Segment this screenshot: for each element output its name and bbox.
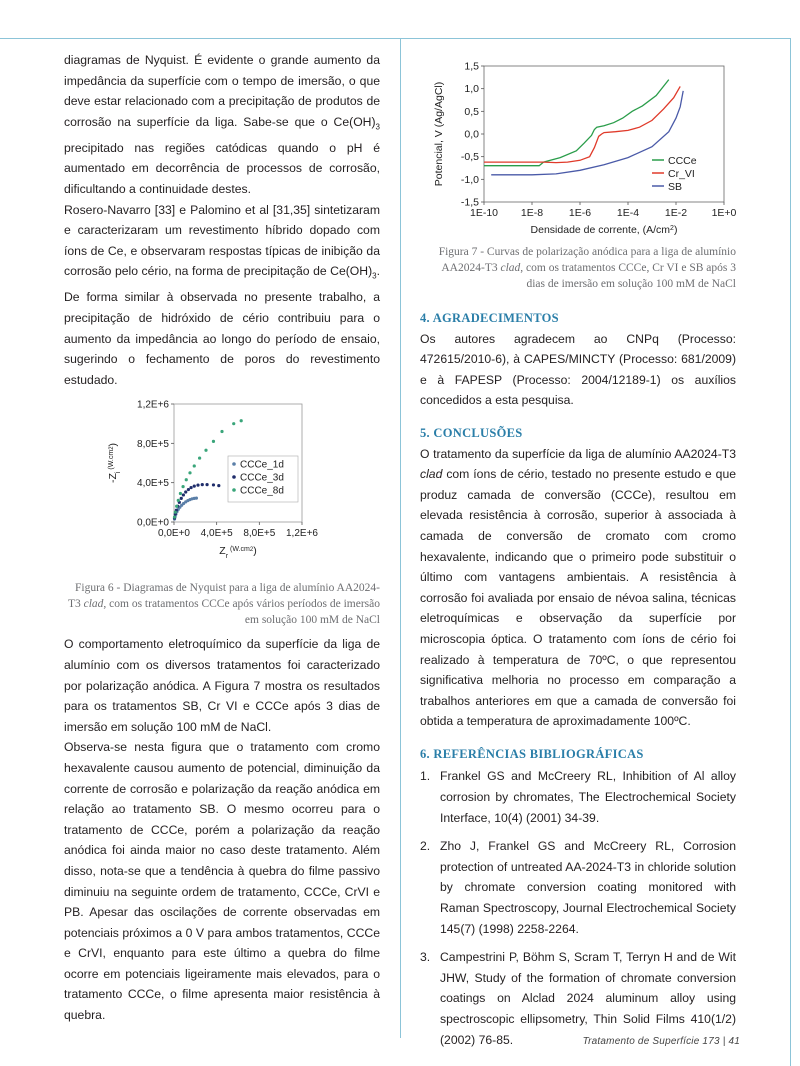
- data-point-ccce-8d: [232, 422, 235, 425]
- data-point-ccce-3d: [189, 486, 192, 489]
- y-tick-label: -1,0: [460, 173, 479, 186]
- y-axis-label: Potencial, V (Ag/AgCl): [433, 81, 445, 187]
- legend-label: SB: [668, 181, 683, 193]
- nyquist-chart: [64, 392, 380, 580]
- paragraph-1: diagramas de Nyquist. É evidente o grande aumento da impedância da superfície com o tempo de imersão, o que deve estar relacionado com a precipitação de produtos de corrosão na superfície da liga. Sabe-se que o $Ce(OH)_3$ precipitado nas regiões catódicas quando o pH é aumentado em decorrência de processos de corrosão, dificultando a continuidade destes.: [64, 53, 380, 196]
- y-tick-label: 1,5: [464, 60, 479, 73]
- y-tick-label: 0,0E+0: [137, 517, 169, 529]
- reference-item: 2. Zho J, Frankel GS and McCreery RL, Corrosion protection of untreated AA-2024-T3 in chloride solution by chromate conversion coating monitored with Raman Spectroscopy, Journal Electrochemical Society 145(7) (1998) 2258-2264.: [420, 839, 736, 936]
- x-axis-label: $Z_r$ $^{(W.cm2}$): [219, 545, 257, 560]
- page-footer: Tratamento de Superfície 173 | 41: [582, 1036, 740, 1047]
- y-axis-label: $-Z_i$ $^{(W.cm2}$): [107, 443, 122, 484]
- figure-6-caption: Figura 6 - Diagramas de Nyquist para a liga de alumínio AA2024-T3 clad, com os tratamentos CCCe após vários períodos de imersão em solução 100 mM de NaCl: [67, 582, 380, 627]
- x-tick-label: 1E-4: [616, 207, 640, 219]
- data-point-ccce-8d: [220, 430, 223, 433]
- x-tick-label: 4,0E+5: [200, 528, 233, 540]
- series-line-ccce: [484, 80, 669, 166]
- y-tick-label: 0,5: [464, 105, 479, 118]
- figure-7-caption: Figura 7 - Curvas de polarização anódica para a liga de alumínio AA2024-T3 clad, com os tratamentos CCCe, Cr VI e SB após 3 dias de imersão em solução 100 mM de NaCl: [438, 246, 736, 290]
- data-point-ccce-8d: [188, 472, 191, 475]
- data-point-ccce-8d: [175, 505, 178, 508]
- figure-7: [420, 52, 736, 238]
- data-point-ccce-3d: [201, 483, 204, 486]
- x-tick-label: 1E+0: [711, 207, 736, 219]
- legend-marker: [232, 476, 236, 480]
- paragraph-2: Rosero-Navarro [33] e Palomino et al [31,35] sintetizaram e caracterizaram um revestimento híbrido dopado com íons de Ce, e observaram respostas típicas de inibição da corrosão pelo cério, na forma de precipitação de $Ce(OH)_3$. De forma similar à observada no presente trabalho, a precipitação de hidróxido de cério contribuiu para o aumento da impedância ao longo do período de ensaio, sugerindo o fechamento de poros do revestimento estudado.: [64, 202, 380, 387]
- left-column: [64, 50, 380, 1026]
- y-tick-label: -1,5: [460, 196, 479, 209]
- x-tick-label: 8,0E+5: [243, 528, 276, 540]
- polarization-chart: [420, 52, 736, 238]
- data-point-ccce-3d: [193, 485, 196, 488]
- figure-6: [64, 392, 380, 580]
- y-tick-label: 1,2E+6: [137, 399, 169, 411]
- legend-label: CCCe_8d: [240, 485, 284, 497]
- right-column: [420, 52, 736, 1058]
- legend-marker: [232, 489, 236, 493]
- data-point-ccce-3d: [205, 483, 208, 486]
- data-point-ccce-8d: [177, 499, 180, 502]
- data-point-ccce-8d: [212, 440, 215, 443]
- section-4-heading: 4. AGRADECIMENTOS: [420, 311, 559, 325]
- data-point-ccce-8d: [179, 492, 182, 495]
- plot-area: [484, 66, 724, 202]
- series-line-cr-vi: [484, 86, 680, 162]
- y-tick-label: 8,0E+5: [137, 439, 169, 451]
- data-point-ccce-3d: [217, 484, 220, 487]
- y-tick-label: 1,0: [464, 83, 479, 96]
- y-tick-label: 4,0E+5: [137, 478, 169, 490]
- data-point-ccce-3d: [180, 497, 183, 500]
- legend-label: CCCe_3d: [240, 472, 284, 484]
- data-point-ccce-1d: [195, 497, 198, 500]
- section-6-heading: 6. REFERÊNCIAS BIBLIOGRÁFICAS: [420, 746, 644, 761]
- data-point-ccce-3d: [184, 491, 187, 494]
- section-5-text: O tratamento da superfície da liga de alumínio AA2024-T3 clad com íons de cério, testado no presente estudo e que produz camada de conversão (CCCe), resultou em elevada resistência à corrosão, superior à associada à camada de conversão de cromato com cromo hexavalente, indicando que o primeiro pode substituir o último com vantagens ambientais. A resistência à corrosão foi avaliada por ensaio de névoa salina, técnicas eletroquímicas e observação da superfície por microscopia óptica. O tratamento com íons de cério foi realizado à temperatura de 70ºC, o que representou significativa melhoria no processo em comparação a trabalhos anteriores em que a camada de conversão foi obtida a temperatura de aproximadamente 100ºC.: [420, 446, 736, 729]
- paragraph-3: O comportamento eletroquímico da superfície da liga de alumínio com os diversos tratamentos foi caracterizado por polarização anódica. A Figura 7 mostra os resultados para os tratamentos SB, Cr VI e CCCe após 3 dias de imersão em solução 100 mM de NaCl.: [64, 637, 380, 734]
- data-point-ccce-8d: [174, 511, 177, 514]
- y-tick-label: 0,0: [464, 128, 479, 141]
- data-point-ccce-8d: [173, 516, 176, 519]
- x-tick-label: 1E-10: [469, 207, 499, 219]
- x-tick-label: 1E-6: [568, 207, 592, 219]
- legend-label: CCCe: [668, 155, 697, 167]
- x-axis-label: Densidade de corrente, $(A/cm^2)$: [530, 224, 678, 236]
- reference-item: 3. Campestrini P, Böhm S, Scram T, Terryn H and de Wit JHW, Study of the formation of chromate conversion coatings on Alclad 2024 aluminum alloy using spectroscopic ellipsometry, Thin Solid Films 410(1/2) (2002) 76-85.: [420, 950, 736, 1047]
- y-tick-label: -0,5: [460, 151, 479, 164]
- paragraph-4: Observa-se nesta figura que o tratamento com cromo hexavalente causou aumento de potencial, diminuição da corrente de corrosão e polarização da reação anódica em relação ao tratamento SB. O mesmo ocorreu para o tratamento de CCCe, porém a polarização da reação anódica foi ainda maior no caso deste tratamento. Além disso, nota-se que a tendência à quebra do filme passivo diminuiu na seguinte ordem de tratamento, CCCe, CrVI e PB. Apesar das oscilações de corrente observadas em potenciais próximos a 0 V para ambos tratamentos, CCCe e CrVI, enquanto para este último a quebra do filme ocorre em potenciais ligeiramente mais elevados, para o tratamento CCCe, o filme apresenta maior resistência à quebra.: [64, 740, 380, 1023]
- data-point-ccce-3d: [212, 484, 215, 487]
- data-point-ccce-8d: [185, 478, 188, 481]
- x-tick-label: 0,0E+0: [158, 528, 190, 540]
- page-frame-right: [790, 38, 791, 1066]
- x-tick-label: 1,2E+6: [286, 528, 318, 540]
- data-point-ccce-3d: [196, 484, 199, 487]
- column-divider: [400, 38, 401, 1038]
- x-tick-label: 1E-8: [520, 207, 544, 219]
- data-point-ccce-8d: [204, 449, 207, 452]
- data-point-ccce-3d: [187, 488, 190, 491]
- section-5-heading: 5. CONCLUSÕES: [420, 425, 523, 440]
- data-point-ccce-8d: [240, 419, 243, 422]
- legend-label: Cr_VI: [668, 168, 695, 180]
- reference-list: [420, 766, 736, 1050]
- data-point-ccce-3d: [182, 494, 185, 497]
- data-point-ccce-8d: [181, 485, 184, 488]
- legend-marker: [232, 463, 236, 467]
- legend-label: CCCe_1d: [240, 459, 284, 471]
- page-frame-top: [0, 38, 790, 39]
- data-point-ccce-8d: [193, 465, 196, 468]
- x-tick-label: 1E-2: [664, 207, 688, 219]
- reference-item: 1. Frankel GS and McCreery RL, Inhibition of Al alloy corrosion by chromates, The Electrochemical Society Interface, 10(4) (2001) 34-39.: [420, 769, 736, 825]
- data-point-ccce-8d: [198, 457, 201, 460]
- section-4-text: Os autores agradecem ao CNPq (Processo: 472615/2010-6), à CAPES/MINCTY (Processo: 681/2009) e à FAPESP (Processo: 2004/12189-1) os auxílios concedidos a esta pesquisa.: [420, 331, 736, 408]
